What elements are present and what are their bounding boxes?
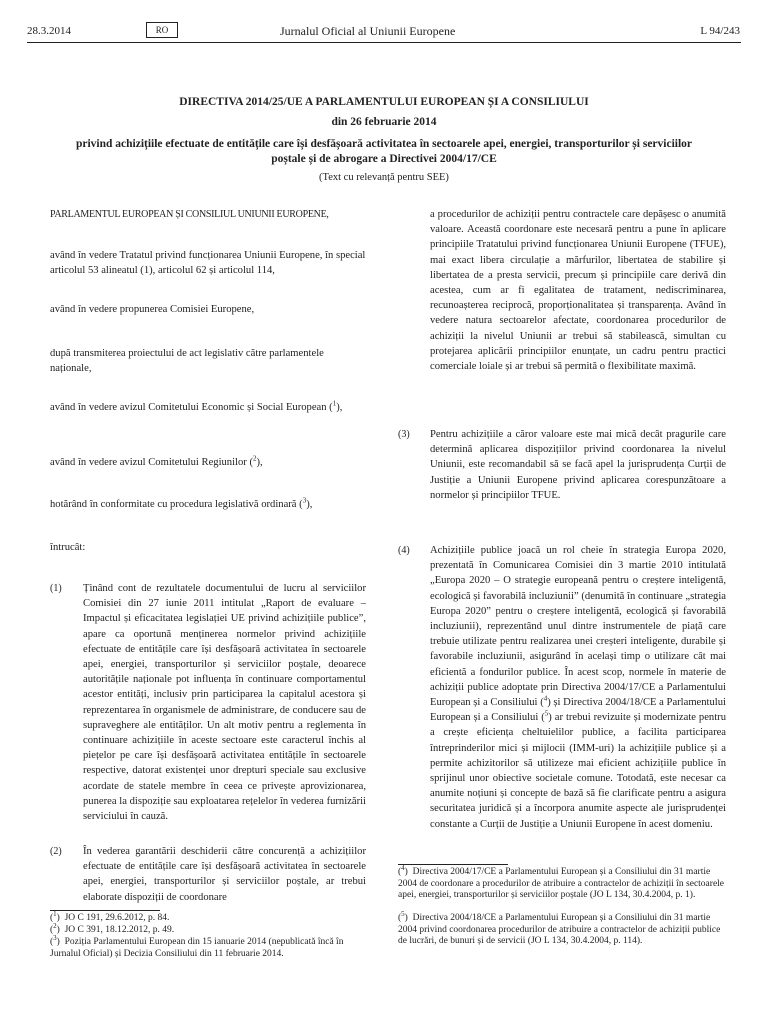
footnote-4: ($^4$) Directiva 2004/17/CE a Parlamentului European și a Consiliului din 31 martie 2004 de coordonare a procedurilor de atribuire a contractelor de achiziții în sectoarele apei, energiei, transporturilor și serviciilor poștale (JO L 134, 30.4.2004, p. 1).	[398, 863, 725, 900]
citation-parliament: PARLAMENTUL EUROPEAN ȘI CONSILIUL UNIUNII EUROPENE,	[50, 209, 329, 220]
directive-subject: privind achizițiile efectuate de entitățile care își desfășoară activitatea în sectoarele apei, energiei, transporturilor și serviciilor poștale și de abrogare a Directivei 2004/17/CE	[75, 138, 693, 165]
citation-ecosoc: având în vedere avizul Comitetului Economic și Social European ($^1$),	[50, 399, 343, 413]
footnote-divider	[50, 910, 160, 911]
recital-3: Pentru achizițiile a căror valoare este mai mică decât pragurile care determină aplicarea dispozițiilor privind coordonarea la nivelul Uniunii, este recomandabil să se facă apel la jurisprudența Curții de Justiție a Uniunii Europene privind aplicarea corespunzătoare a normelor și principiilor TFUE.	[430, 429, 726, 501]
directive-date: din 26 februarie 2014	[331, 116, 437, 128]
header-date: 28.3.2014	[27, 25, 71, 37]
recital-number: (3)	[398, 429, 410, 440]
footnote-2: ($^2$) JO C 391, 18.12.2012, p. 49.	[50, 921, 175, 935]
recital-2: În vederea garantării deschiderii către concurență a achizițiilor efectuate de entitățile care își desfășoară activitatea în sectoarele apei, energiei, transporturilor și serviciilor poștale, ar trebui elaborate dispoziții de coordonare	[83, 846, 366, 903]
citation-regions: având în vedere avizul Comitetului Regiunilor ($^2$),	[50, 454, 263, 468]
footnote-3: ($^3$) Poziția Parlamentului European din 15 ianuarie 2014 (nepublicată încă în Jurnalul Oficial) și Decizia Consiliului din 11 februarie 2014.	[50, 933, 344, 959]
footnote-divider	[398, 864, 508, 865]
recital-number: (1)	[50, 583, 62, 594]
citation-national-parliaments: după transmiterea proiectului de act legislativ către parlamentele naționale,	[50, 348, 324, 375]
journal-title: Jurnalul Oficial al Uniunii Europene	[280, 24, 456, 38]
footnote-5: ($^5$) Directiva 2004/18/CE a Parlamentului European și a Consiliului din 31 martie 2004 privind coordonarea procedurilor de atribuire a contractelor de achiziții publice de lucrări, de bunuri și de servicii (JO L 134, 30.4.2004, p. 114).	[398, 909, 721, 946]
recital-4: Achizițiile publice joacă un rol cheie în strategia Europa 2020, prezentată în Comunicarea Comisiei din 3 martie 2010 intitulată „Europa 2020 – O strategie europeană pentru o creștere inteligentă, ecologică și favorabilă incluziunii” (denumită în continuare „strategia Europa 2020” pentru o creștere inteligentă, ecologică și favorabilă incluziunii), reprezentând unul dintre instrumentele de piață care trebuie utilizate pentru realizarea unei creșteri inteligente, durabile și favorabile incluziunii, asigurând în același timp o utilizare cât mai eficientă a fondurilor publice. În acest scop, normele în materie de achiziții publice adoptate prin Directiva 2004/17/CE a Parlamentului European și a Consiliului ($^4$) și Directiva 2004/18/CE a Parlamentului European și a Consiliului ($^5$) ar trebui revizuite și modernizate pentru a crește eficiența cheltuielilor publice, a facilita participarea întreprinderilor mici și mijlocii (IMM-uri) la achizițiile publice și a permite achizitorilor să utilizeze mai eficient achizițiile publice în sprijinul unor obiective societale comune. Totodată, este necesar ca anumite noțiuni și concepte de bază să fie clarificate pentru a asigura securitatea juridică și a încorpora anumite aspecte ale jurisprudenței constante a Curții de Justiție a Uniunii Europene în acest domeniu.	[430, 545, 726, 830]
whereas-heading: întrucât:	[50, 542, 86, 553]
page-reference: L 94/243	[700, 25, 740, 37]
citation-proposal: având în vedere propunerea Comisiei Europene,	[50, 304, 255, 315]
recital-1: Ținând cont de rezultatele documentului de lucru al serviciilor Comisiei din 27 iunie 2011 intitulat „Raport de evaluare – Impactul și eficacitatea legislației UE privind achizițiile publice”, apare ca oportună menținerea normelor privind achizițiile efectuate de entitățile care își desfășoară activitatea în sectoarele apei, energiei, transporturilor și serviciilor poștale, deoarece autoritățile naționale pot influența în continuare comportamentul acestor entități, inclusiv prin participarea la capitalul acestora și reprezentarea în organismele de administrare, de conducere sau de supraveghere ale entităților. Un alt motiv pentru a reglementa în continuare achizițiile în aceste sectoare este caracterul închis al piețelor pe care își desfășoară activitatea entitățile în sectoarele respective, datorat existenței unor drepturi speciale sau exclusive acordate de statele membre în ceea ce privește aprovizionarea, punerea la dispoziție sau exploatarea rețelelor în vederea furnizării serviciului în cauză.	[83, 583, 366, 823]
recital-number: (4)	[398, 545, 410, 556]
directive-title: DIRECTIVA 2014/25/UE A PARLAMENTULUI EUROPEAN ȘI A CONSILIULUI	[179, 96, 589, 108]
citation-procedure: hotărând în conformitate cu procedura legislativă ordinară ($^3$),	[50, 496, 313, 510]
recital-number: (2)	[50, 846, 62, 857]
citation-treaty: având în vedere Tratatul privind funcționarea Uniunii Europene, în special articolul 53 alineatul (1), articolul 62 și articolul 114,	[50, 250, 366, 277]
eea-relevance: (Text cu relevanță pentru SEE)	[319, 172, 449, 183]
recital-2-continuation: a procedurilor de achiziții pentru contractele care depășesc o anumită valoare. Această coordonare este necesară pentru a pune în aplicare principiile Tratatului privind funcționarea Uniunii Europene (TFUE), mai exact libera circulație a mărfurilor, libertatea de stabilire și libertatea de a presta servicii, precum și principiile care derivă din acestea, cum ar fi egalitatea de tratament, nediscriminarea, recunoașterea reciprocă, proporționalitatea și transparența. Având în vedere natura sectoarelor afectate, coordonarea procedurilor de achiziții la nivelul Uniunii ar trebui să stabilească, simultan cu protejarea aplicării principiilor enunțate, un cadru pentru practici comerciale loiale și ar trebui să permită o flexibilitate maximă.	[430, 209, 726, 373]
footnote-1: ($^1$) JO C 191, 29.6.2012, p. 84.	[50, 909, 170, 923]
header-divider	[27, 42, 741, 43]
language-badge: RO	[146, 22, 178, 38]
